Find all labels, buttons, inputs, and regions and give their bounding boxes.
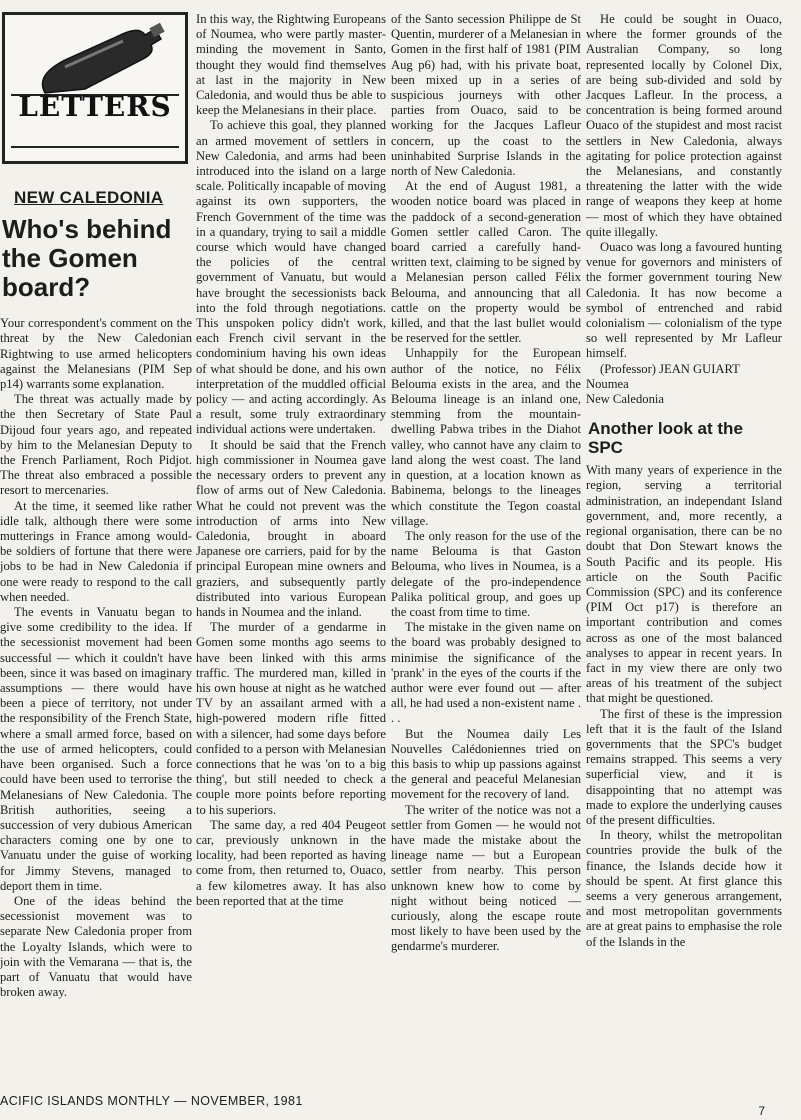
paragraph: The first of these is the impression left that it is the fault of the Island governments that the SPC's budget remains strapped. This seems a very superficial view, and it is disappointing that no attempt was made to explore the underlying causes of the present difficulties.	[586, 706, 782, 827]
paragraph: In theory, whilst the metropolitan countries provide the bulk of the finance, the Islands decide how it should be spent. At first glance this seems a very generous arrangement, and most metropolitan governments are at great pains to emphasise the role of the Islands in the	[586, 828, 782, 949]
page-number: 7	[758, 1104, 765, 1118]
paragraph: of the Santo secession Philippe de St Quentin, murderer of a Melanesian in Gomen in the first half of 1981 (PIM Aug p6) had, with his private boat, been mixed up in a series of suspicious journeys with other parties from Ouaco, said to be working for the Jacques Lafleur concern, up the coast to the uninhabited Surprise Islands in the north of New Caledonia.	[391, 12, 581, 179]
paragraph: He could be sought in Ouaco, where the former grounds of the Australian Company, so long represented locally by Colonel Dix, are being sub-divided and sold by Jacques Lafleur. In the process, a concentration is being formed around Ouaco of the stupidest and most racist settlers in New Caledonia, always agitating for police protection against the Melanesians, and constantly threatening the latter with the wide range of weapons they keep at home — most of which they have obtained quite illegally.	[586, 12, 782, 239]
paragraph: The murder of a gendarme in Gomen some months ago seems to have been linked with this arms traffic. The murdered man, killed in his own house at night as he watched TV by an assailant armed with a high-powered modern rifle fitted with a silencer, had some days before confided to a person with Melanesian connections that he was 'on to a big thing', but still needed to check a couple more points before reporting to his superiors.	[196, 620, 386, 817]
letters-logo	[2, 12, 188, 164]
paragraph: The threat was actually made by the then Secretary of State Paul Dijoud four years ago, and repeated by him to the Melanesian Deputy to the French Parliament, Roch Pidjot. The threat also embraced a possible resort to mercenaries.	[0, 392, 192, 498]
section-label: NEW CALEDONIA	[14, 188, 164, 207]
page-footer: ACIFIC ISLANDS MONTHLY — NOVEMBER, 1981	[0, 1094, 303, 1108]
column-3	[391, 12, 581, 955]
paragraph: The events in Vanuatu began to give some credibility to the idea. If the secessionist movement had been successful — which it couldn't have been, since it was based on imaginary assumptions — there would have been a piece of territory, not under the responsibility of the French State, where a small armed force, based on the use of armed helicopters, could have been organised. Such a force could have been used to terrorise the Melanesians of New Caledonia. The British authorities, seeing a succession of very dubious American characters coming one by one to Vanuatu under the guise of working for Jimmy Stevens, managed to deport them in time.	[0, 605, 192, 893]
paragraph: At the end of August 1981, a wooden notice board was placed in the paddock of a second-generation Gomen settler called Caron. The board carried a carefully hand-written text, claiming to be signed by a Melanesian person called Félix Belouma, and announcing that all cattle on the property would be killed, and that the last bullet would be reserved for the settler.	[391, 179, 581, 346]
paragraph: With many years of experience in the region, serving a territorial administration, an independant Island government, and, more recently, a regional organisation, there can be no doubt that Don Stewart knows the South Pacific and its people. His article on the South Pacific Commission (SPC) and its conference (PIM Oct p17) is therefore an important contribution and comes across as one of the most balanced analyses to appear in recent years. In fact in my view there are only two areas of his treatment of the subject that might be questioned.	[586, 463, 782, 706]
paragraph: The writer of the notice was not a settler from Gomen — he would not have made the mistake about the lineage name — but a European settler from nearby. This person unknown knew how to come by night without being noticed — curiously, along the escape route most likely to have been used by the gendarme's murderer.	[391, 802, 581, 954]
paragraph: The same day, a red 404 Peugeot car, previously unknown in the locality, had been reported as having come from, then returned to, Ouaco, a few kilometres away. It has also been reported that at the time	[196, 817, 386, 908]
headline: Who's behind the Gomen board?	[2, 214, 172, 303]
paragraph: To achieve this goal, they planned an armed movement of settlers in New Caledonia, and arms had been introduced into the island on a large scale. Politically incapable of moving against its own supporters, the French Government of the time was in a quandary, trying to sail a middle course which would have changed the policies of the central government of Vanuatu, but would have brought the secessionists back into the fold through negotiations. This unspoken policy didn't work, each French civil servant in the condominium having his own ideas of what should be done, and his own interpretation of the muddled official policy — and acting accordingly. As a result, some truly extraordinary individual actions were undertaken.	[196, 118, 386, 437]
paragraph: Ouaco was long a favoured hunting venue for governors and ministers of the former government touring New Caledonia. It has now become a symbol of entrenched and rabid colonialism — colonialism of the type so well represented by Mr Lafleur himself.	[586, 240, 782, 361]
paragraph: At the time, it seemed like rather idle talk, although there were some mutterings in France among would-be soldiers of fortune that there were jobs to be had in New Caledonia if one were ready to respond to the call when needed.	[0, 498, 192, 604]
column-4	[586, 12, 782, 950]
signature-name: (Professor) JEAN GUIART	[600, 361, 740, 376]
subheadline: Another look at the SPC	[588, 419, 743, 458]
paragraph: In this way, the Rightwing Europeans of Noumea, who were partly master-minding the movement in Santo, thought they would find themselves at last in the majority in New Caledonia, and would thus be able to keep the Melanesians in their place.	[196, 12, 386, 118]
column-2	[196, 12, 386, 909]
paragraph: But the Noumea daily Les Nouvelles Calédoniennes tried on this basis to whip up passions against the general and peaceful Melanesian movement for the recovery of land.	[391, 726, 581, 802]
paragraph: It should be said that the French high commissioner in Noumea gave the necessary orders to prevent any flow of arms out of New Caledonia. What he could not prevent was the introduction of arms into New Caledonia, brought in aboard Japanese ore carriers, paid for by the principal European mine owners and graziers, and subsequently partly distributed into various European hands in Noumea and the inland.	[196, 437, 386, 619]
signature-country: New Caledonia	[586, 392, 664, 407]
paragraph: Unhappily for the European author of the notice, no Félix Belouma exists in the area, and the Belouma lineage is an inland one, stemming from the mountain-dwelling Pabwa tribes in the Diahot valley, who cannot have any claim to land along the west coast. The land in question, at a location known as Babinema, belongs to the lineages which constitute the Tegon coastal village.	[391, 346, 581, 528]
logo-word: LETTERS	[18, 90, 172, 123]
bottle-icon	[5, 15, 185, 161]
paragraph: Your correspondent's comment on the threat by the New Caledonian Rightwing to use armed helicopters against the Melanesians (PIM Sep p14) warrants some explanation.	[0, 316, 192, 392]
signature-city: Noumea	[586, 376, 629, 391]
paragraph: One of the ideas behind the secessionist movement was to separate New Caledonia proper from the Loyalty Islands, which were to join with the Vemarana — that is, the part of Vanuatu that would have broken away.	[0, 893, 192, 1000]
paragraph: The mistake in the given name on the board was probably designed to minimise the significance of the 'prank' in the eyes of the courts if the author were ever found out — after all, he had used a non-existent name . . .	[391, 620, 581, 726]
paragraph: The only reason for the use of the name Belouma is that Gaston Belouma, who lives in Noumea, is a delegate of the pro-independence Palika political group, and goes up the coast from time to time.	[391, 528, 581, 619]
column-1	[0, 12, 192, 1000]
